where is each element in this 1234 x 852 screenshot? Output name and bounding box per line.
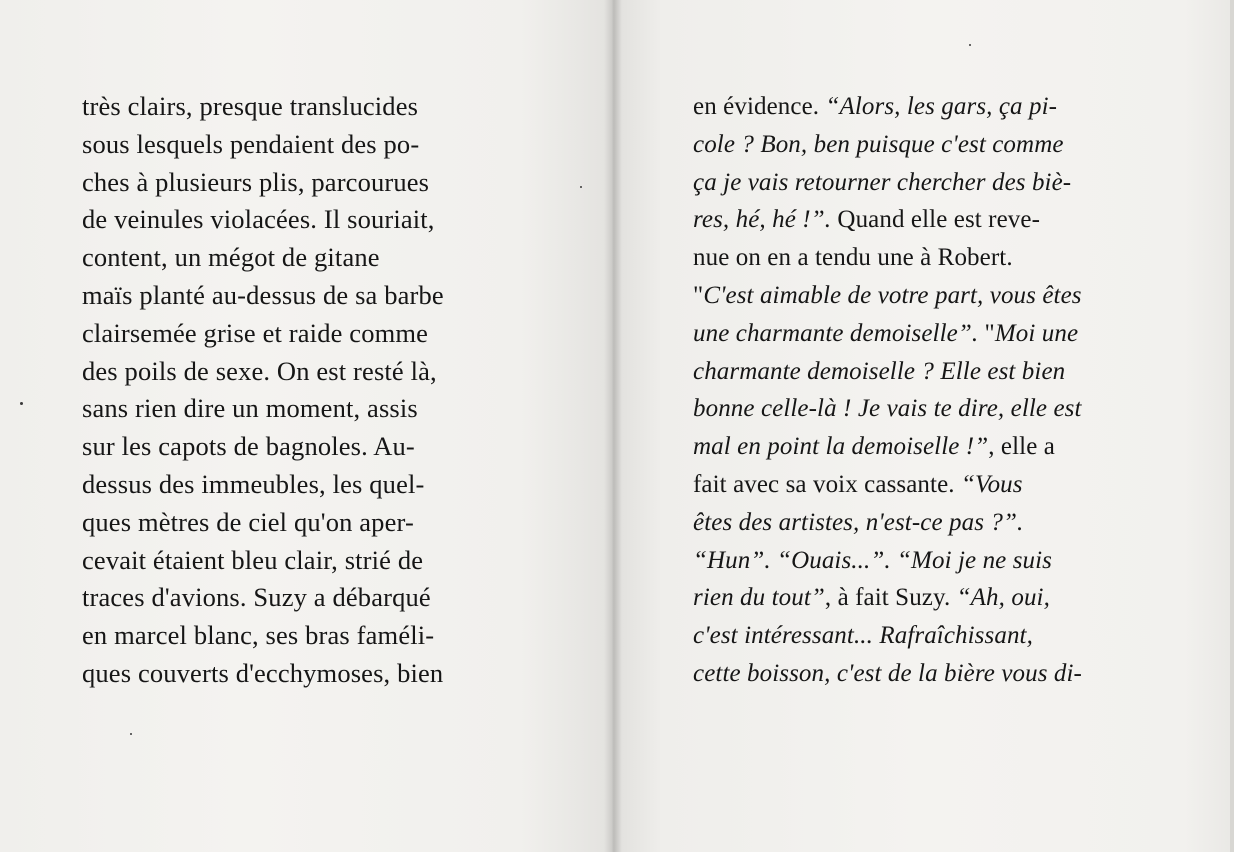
text-segment: Quand elle est reve- <box>831 206 1041 234</box>
text-line <box>693 239 1153 277</box>
paper-speck <box>130 733 132 735</box>
italic-text-segment: “Alors, les gars, ça pi- <box>825 93 1058 120</box>
text-line: ches à plusieurs plis, parcourues <box>82 166 430 197</box>
italic-text-segment: “Hun”. “Ouais...”. “Moi je ne suis <box>693 546 1053 574</box>
text-line: sans rien dire un moment, assis <box>82 393 418 424</box>
italic-text-segment: C'est aimable de votre part, vous êtes <box>703 281 1082 309</box>
text-line <box>693 428 1153 466</box>
text-line <box>693 617 1153 655</box>
text-line <box>693 164 1153 202</box>
text-line <box>693 579 1153 617</box>
text-segment: nue on en a tendu une à Robert. <box>693 244 1013 272</box>
text-line: très clairs, presque translucides <box>82 91 419 121</box>
text-line <box>693 353 1153 391</box>
text-line: des poils de sexe. On est resté là, <box>82 355 437 386</box>
text-segment: " <box>693 281 704 309</box>
right-page <box>612 0 1234 852</box>
text-line: sur les capots de bagnoles. Au- <box>82 431 415 462</box>
italic-text-segment: une charmante demoiselle”. <box>693 319 979 347</box>
text-line: ques couverts d'ecchymoses, bien <box>82 657 444 688</box>
text-line <box>693 277 1153 315</box>
right-page-text <box>693 88 1153 693</box>
text-segment: " <box>978 319 995 347</box>
text-line <box>693 542 1153 580</box>
text-segment: , elle a <box>988 433 1055 461</box>
page-edge <box>1230 0 1234 852</box>
text-line: traces d'avions. Suzy a débarqué <box>82 582 431 613</box>
text-line: en marcel blanc, ses bras faméli- <box>82 620 435 651</box>
paper-speck <box>969 44 971 46</box>
italic-text-segment: res, hé, hé !”. <box>693 206 832 234</box>
italic-text-segment: rien du tout” <box>693 584 825 612</box>
italic-text-segment: cette boisson, c'est de la bière vous di- <box>693 659 1082 687</box>
italic-text-segment: “Ah, oui, <box>956 584 1050 612</box>
left-page-text <box>82 88 542 693</box>
text-line <box>693 88 1153 126</box>
paper-speck <box>20 402 23 405</box>
text-line: maïs planté au-dessus de sa barbe <box>82 279 444 310</box>
left-page <box>0 0 612 852</box>
text-segment: fait avec sa voix cassante. <box>693 470 961 498</box>
text-line <box>693 655 1153 693</box>
italic-text-segment: ça je vais retourner chercher des biè- <box>693 168 1072 196</box>
text-line: cevait étaient bleu clair, strié de <box>82 544 424 575</box>
text-line: de veinules violacées. Il souriait, <box>82 204 435 235</box>
text-line <box>693 504 1153 542</box>
book-gutter <box>604 0 622 852</box>
text-line: dessus des immeubles, les quel- <box>82 468 425 499</box>
text-line <box>693 201 1153 239</box>
italic-text-segment: mal en point la demoiselle !” <box>693 433 989 461</box>
italic-text-segment: charmante demoiselle ? Elle est bien <box>693 357 1066 385</box>
text-line <box>693 466 1153 504</box>
italic-text-segment: êtes des artistes, n'est-ce pas ?”. <box>693 508 1024 536</box>
italic-text-segment: c'est intéressant... Rafraîchissant, <box>693 622 1033 650</box>
text-line: sous lesquels pendaient des po- <box>82 128 420 159</box>
italic-text-segment: cole ? Bon, ben puisque c'est comme <box>693 130 1064 158</box>
italic-text-segment: Moi une <box>994 319 1079 347</box>
text-line <box>693 390 1153 428</box>
text-line <box>693 126 1153 164</box>
text-line: ques mètres de ciel qu'on aper- <box>82 506 414 537</box>
text-line <box>693 315 1153 353</box>
paper-speck <box>580 186 582 188</box>
text-line: content, un mégot de gitane <box>82 242 380 273</box>
italic-text-segment: bonne celle-là ! Je vais te dire, elle est <box>693 395 1082 423</box>
italic-text-segment: “Vous <box>960 470 1023 498</box>
text-line: clairsemée grise et raide comme <box>82 317 429 348</box>
text-segment: , à fait Suzy. <box>824 584 957 612</box>
text-segment: en évidence. <box>693 93 826 120</box>
